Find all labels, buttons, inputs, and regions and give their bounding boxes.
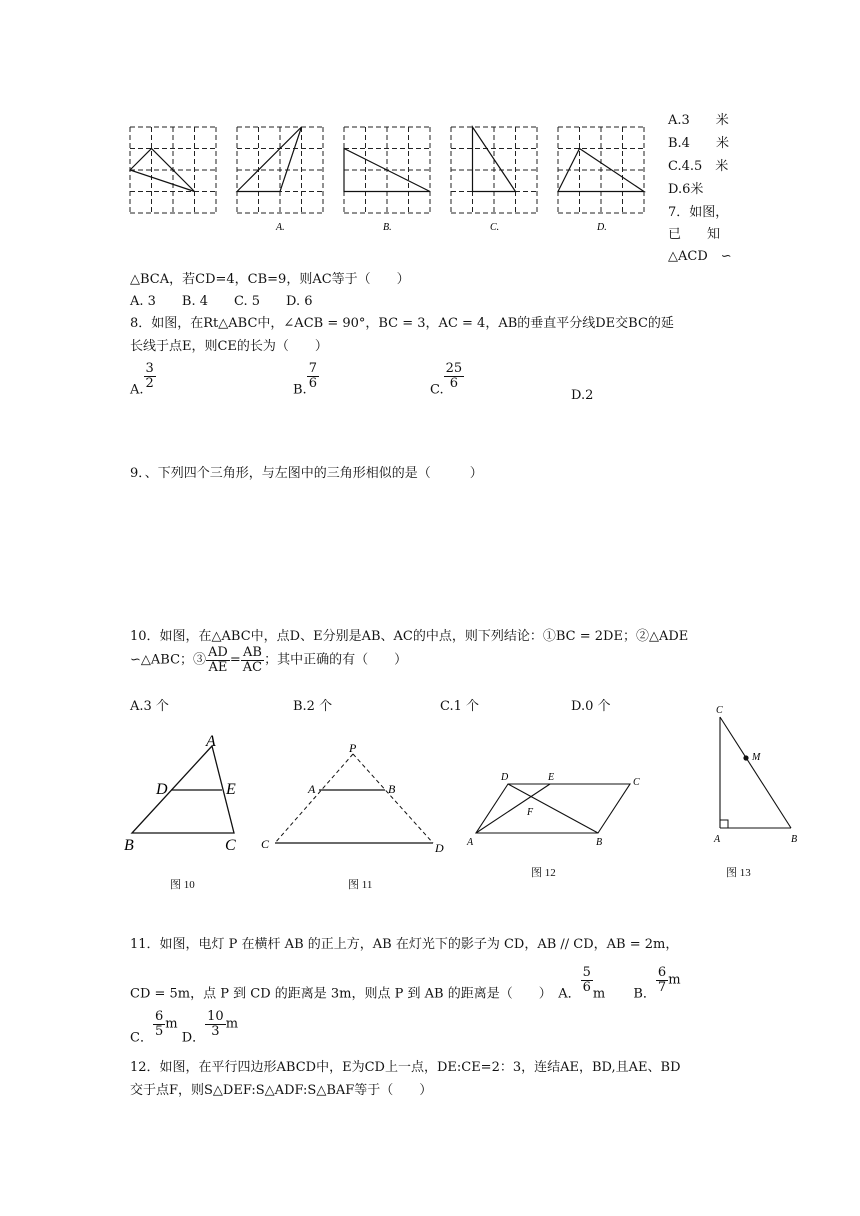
fig11-label-p: P [349,741,357,755]
fig12-label-a: A [467,837,474,848]
q11-text-3: C． $\frac{6}{5}$ m D． $\frac{10}{3}$ m [130,1009,239,1046]
grid-3 [451,127,537,233]
fig13-caption: 图 13 [726,867,751,879]
fig12-label-e: E [548,772,555,783]
q7-intro-2: 已 知 [668,227,721,242]
q11-text-1: 11．如图，电灯 P 在横杆 AB 的正上方，AB 在灯光下的影子为 CD，AB // CD，AB = 2m， [130,937,679,952]
fig10-label-a: A [206,733,216,750]
q10-option-c: C.1 个 [440,699,480,714]
q6-option-b: B.4 米 [668,136,729,151]
q8-option-a: A. $\frac{3}{2}$ [130,361,154,398]
q7-intro-3: △ACD ∽ [668,249,732,264]
fig12-caption: 图 12 [531,867,556,879]
fig11-label-b: B [388,782,396,796]
grid-2 [344,127,430,233]
q10-option-b: B.2 个 [293,699,333,714]
fig12-label-c: C [633,777,640,788]
q9-text: 9．、下列四个三角形，与左图中的三角形相似的是（ ） [130,466,483,481]
grid-label-2: B. [383,222,392,233]
fig13-label-c: C [716,705,723,716]
fig13-label-a: A [714,834,721,845]
q8-option-c: C. $\frac{25}{6}$ [430,361,463,398]
grid-triangle-1 [237,127,302,192]
q10-option-a: A.3 个 [130,699,169,714]
fig11-caption: 图 11 [348,879,373,891]
fig12-label-f: F [527,807,534,818]
q7-intro: 7．如图， [668,205,729,220]
grid-4 [558,127,644,233]
fig10-label-b: B [124,837,134,854]
q12-text-2: 交于点F，则S△DEF:S△ADF:S△BAF等于（ ） [130,1083,433,1098]
grid-1 [237,127,323,233]
figure-11 [255,740,455,860]
q6-option-d: D.6米 [668,182,704,197]
fig11-label-a: A [308,782,316,796]
q8-text-2: 长线于点E，则CE的长为（ ） [130,339,328,354]
q7-options: A. 3 B. 4 C. 5 D. 6 [130,294,313,309]
q8-option-b: B. $\frac{7}{6}$ [293,361,317,398]
q7-text: △BCA，若CD=4，CB=9，则AC等于（ ） [130,272,410,287]
q11-text-2: CD = 5m，点 P 到 CD 的距离是 3m，则点 P 到 AB 的距离是（ ） A． $\frac{5}{6}$ m B． $\frac{6}{7}$ m [130,965,681,1002]
grid-0 [130,127,216,213]
figure-13 [705,700,815,850]
figure-10 [120,730,250,855]
grid-label-4: D. [597,222,607,233]
grid-label-3: C. [490,222,500,233]
fig13-label-b: B [791,834,798,845]
q8-option-d: D.2 [571,388,594,403]
fig10-label-c: C [225,837,236,854]
fig10-caption: 图 10 [170,879,195,891]
q8-text-1: 8．如图，在Rt△ABC中，∠ACB = 90°，BC = 3，AC = 4，AB的垂直平分线DE交BC的延 [130,316,674,331]
q12-text-1: 12．如图，在平行四边形ABCD中，E为CD上一点，DE:CE=2：3，连结AE，BD,且AE、BD [130,1060,681,1075]
fig13-label-m: M [752,752,761,763]
fig12-label-b: B [596,837,603,848]
q6-option-c: C.4.5 米 [668,159,729,174]
q10-text-2: ∽△ABC；③ $\frac{AD}{AE}$ = $\frac{AB}{AC}$ ；其中正确的有（ ） [130,645,408,675]
figure-12 [460,765,650,855]
q10-option-d: D.0 个 [571,699,611,714]
fig10-label-e: E [226,781,236,798]
q6-option-a: A.3 米 [668,113,729,128]
grid-label-1: A. [276,222,285,233]
fig12-label-d: D [501,772,509,783]
q10-text-1: 10．如图，在△ABC中，点D、E分别是AB、AC的中点，则下列结论：①BC = 2DE；②△ADE [130,629,689,644]
fig11-label-d: D [435,841,444,855]
grid-figures [125,120,660,235]
fig11-label-c: C [261,837,270,851]
fig10-label-d: D [156,781,168,798]
